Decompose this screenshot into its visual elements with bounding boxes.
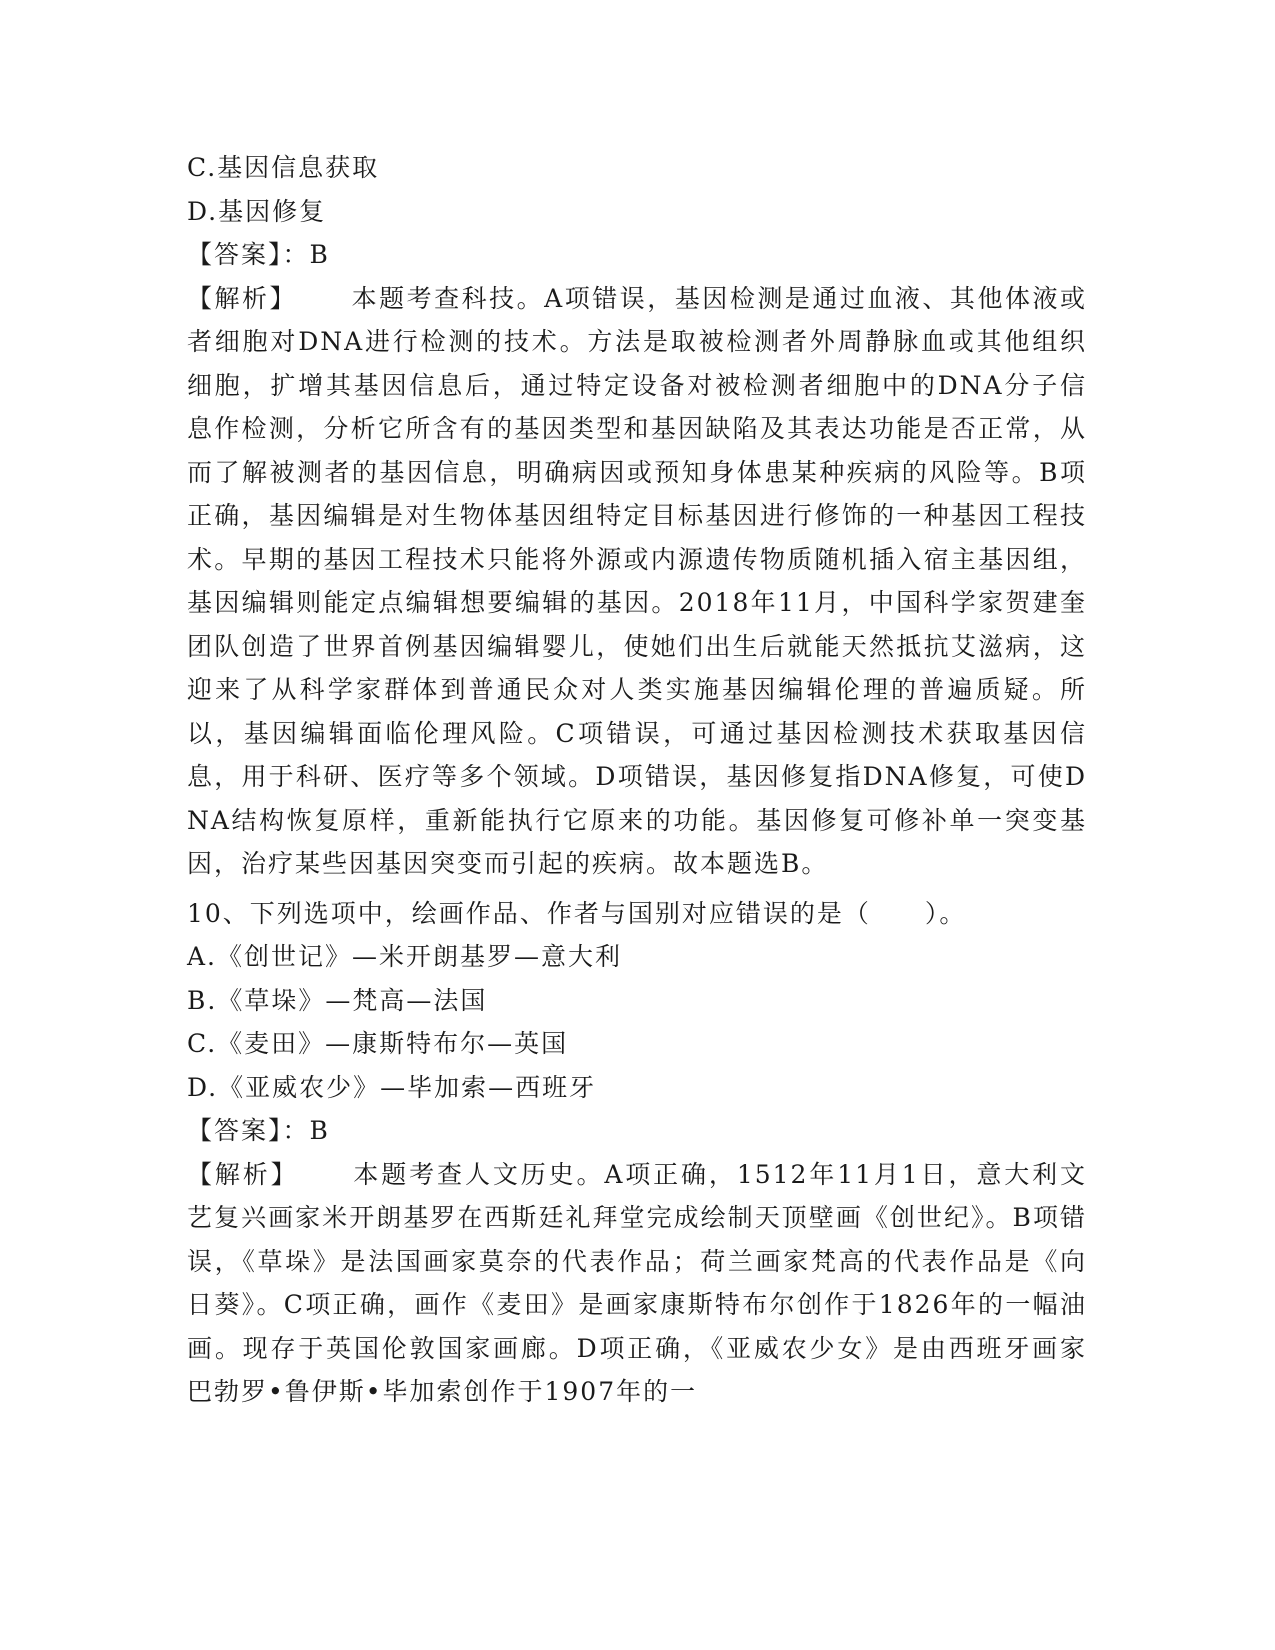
q10-option-b: B.《草垛》—梵高—法国: [187, 985, 488, 1015]
q9-analysis-text: 本题考查科技。A项错误，基因检测是通过血液、其他体液或者细胞对DNA进行检测的技术。方法是取被检测者外周静脉血或其他组织细胞，扩增其基因信息后，通过特定设备对被检测者细胞中的DNA分子信息作检测，分析它所含有的基因类型和基因缺陷及其表达功能是否正常，从而了解被测者的基因信息，明确病因或预知身体患某种疾病的风险等。B项正确，基因编辑是对生物体基因组特定目标基因进行修饰的一种基因工程技术。早期的基因工程技术只能将外源或内源遗传物质随机插入宿主基因组，基因编辑则能定点编辑想要编辑的基因。2018年11月，中国科学家贺建奎团队创造了世界首例基因编辑婴儿，使她们出生后就能天然抵抗艾滋病，这迎来了从科学家群体到普通民众对人类实施基因编辑伦理的普遍质疑。所以，基因编辑面临伦理风险。C项错误，可通过基因检测技术获取基因信息，用于科研、医疗等多个领域。D项错误，基因修复指DNA修复，可使DNA结构恢复原样，重新能执行它原来的功能。基因修复可修补单一突变基因，治疗某些因基因突变而引起的疾病。故本题选B。: [187, 283, 1087, 878]
q10-option-a: A.《创世记》—米开朗基罗—意大利: [187, 942, 623, 971]
q10-option-d: D.《亚威农少》—毕加索—西班牙: [187, 1072, 597, 1102]
q9-analysis: [187, 277, 1087, 886]
q9-answer: 【答案】：B: [187, 240, 330, 269]
q9-analysis-label: 【解析】: [187, 283, 298, 313]
q10-answer: 【答案】：B: [187, 1116, 330, 1145]
document-content: [187, 146, 1087, 1414]
q10-option-c: C.《麦田》—康斯特布尔—英国: [187, 1029, 569, 1058]
q10-analysis: [187, 1153, 1087, 1414]
q9-option-d: D.基因修复: [187, 196, 327, 226]
q10-analysis-label: 【解析】: [187, 1159, 299, 1189]
q10-analysis-text: 本题考查人文历史。A项正确，1512年11月1日，意大利文艺复兴画家米开朗基罗在西斯廷礼拜堂完成绘制天顶壁画《创世纪》。B项错误，《草垛》是法国画家莫奈的代表作品；荷兰画家梵高的代表作品是《向日葵》。C项正确，画作《麦田》是画家康斯特布尔创作于1826年的一幅油画。现存于英国伦敦国家画廊。D项正确，《亚威农少女》是由西班牙画家巴勃罗•鲁伊斯•毕加索创作于1907年的一: [187, 1159, 1087, 1406]
q9-option-c: C.基因信息获取: [187, 153, 380, 182]
q10-question: 10、下列选项中，绘画作品、作者与国别对应错误的是（ ）。: [187, 898, 967, 928]
